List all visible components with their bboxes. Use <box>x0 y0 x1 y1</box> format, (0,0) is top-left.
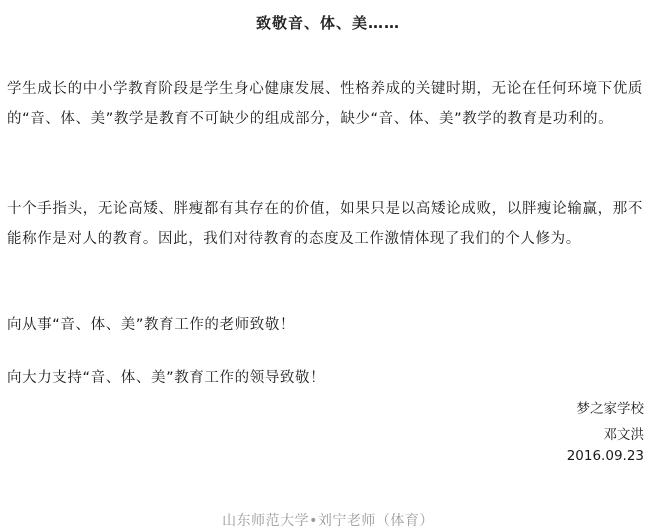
signature-school: 梦之家学校 <box>576 401 644 417</box>
paragraph-1: 学生成长的中小学教育阶段是学生身心健康发展、性格养成的关键时期，无论在任何环境下优质的“音、体、美”教学是教育不可缺少的组成部分，缺少“音、体、美”教学的教育是功利的。 <box>7 81 643 127</box>
paragraph-3: 向从事“音、体、美”教育工作的老师致敬！ <box>7 317 296 333</box>
paragraph-4: 向大力支持“音、体、美”教育工作的领导致敬！ <box>7 370 326 386</box>
watermark-text: 山东师范大学•刘宁老师（体育） <box>222 513 434 529</box>
signature-author: 邓文洪 <box>603 427 644 443</box>
paragraph-2: 十个手指头，无论高矮、胖瘦都有其存在的价值，如果只是以高矮论成败，以胖瘦论输赢，那不能称作是对人的教育。因此，我们对待教育的态度及工作激情体现了我们的个人修为。 <box>7 201 643 247</box>
signature-date: 2016.09.23 <box>566 448 644 464</box>
document-title: 致敬音、体、美…… <box>255 14 400 32</box>
